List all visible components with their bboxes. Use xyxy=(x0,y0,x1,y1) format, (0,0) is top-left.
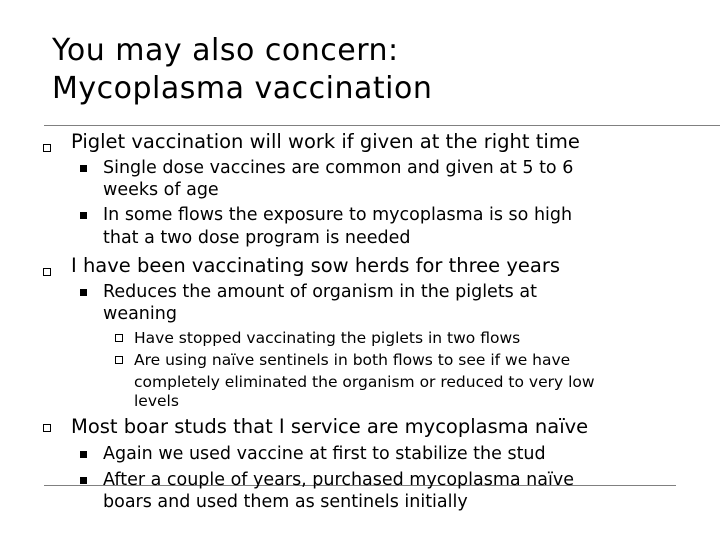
slide-title-line-2: Mycoplasma vaccination xyxy=(52,71,433,106)
hollow-square-bullet-icon xyxy=(115,356,123,364)
solid-square-bullet-icon xyxy=(80,477,87,484)
solid-square-bullet-icon xyxy=(80,289,87,296)
bullet-3-2-line-1: After a couple of years, purchased mycoplasma naïve xyxy=(103,470,574,490)
bullet-2-1-line-2: weaning xyxy=(103,304,177,324)
hollow-square-bullet-icon xyxy=(115,334,123,342)
hollow-square-bullet-icon xyxy=(43,144,51,152)
hollow-square-bullet-icon xyxy=(43,268,51,276)
bullet-3-2-line-2: boars and used them as sentinels initially xyxy=(103,492,468,512)
bullet-2-1-1-line-1: Have stopped vaccinating the piglets in two flows xyxy=(134,329,521,347)
bullet-2-text: I have been vaccinating sow herds for three years xyxy=(71,254,561,277)
bullet-3-1-line-1: Again we used vaccine at first to stabilize the stud xyxy=(103,444,546,464)
bullet-2-1-line-1: Reduces the amount of organism in the piglets at xyxy=(103,282,537,302)
solid-square-bullet-icon xyxy=(80,165,87,172)
solid-square-bullet-icon xyxy=(80,212,87,219)
bullet-1-2-line-1: In some flows the exposure to mycoplasma is so high xyxy=(103,205,573,225)
bullet-2-1-2-line-2: completely eliminated the organism or reduced to very low xyxy=(134,373,595,391)
bullet-3-text: Most boar studs that I service are mycoplasma naïve xyxy=(71,415,589,438)
solid-square-bullet-icon xyxy=(80,451,87,458)
bullet-1-1-line-1: Single dose vaccines are common and given at 5 to 6 xyxy=(103,158,574,178)
bullet-1-1-line-2: weeks of age xyxy=(103,180,219,200)
bullet-1-text: Piglet vaccination will work if given at the right time xyxy=(71,130,580,153)
bullet-2-1-2-line-1: Are using naïve sentinels in both flows to see if we have xyxy=(134,351,571,369)
slide-title-line-1: You may also concern: xyxy=(52,33,399,68)
bullet-1-2-line-2: that a two dose program is needed xyxy=(103,228,411,248)
bullet-2-1-2-line-3: levels xyxy=(134,392,179,410)
hollow-square-bullet-icon xyxy=(43,424,51,432)
